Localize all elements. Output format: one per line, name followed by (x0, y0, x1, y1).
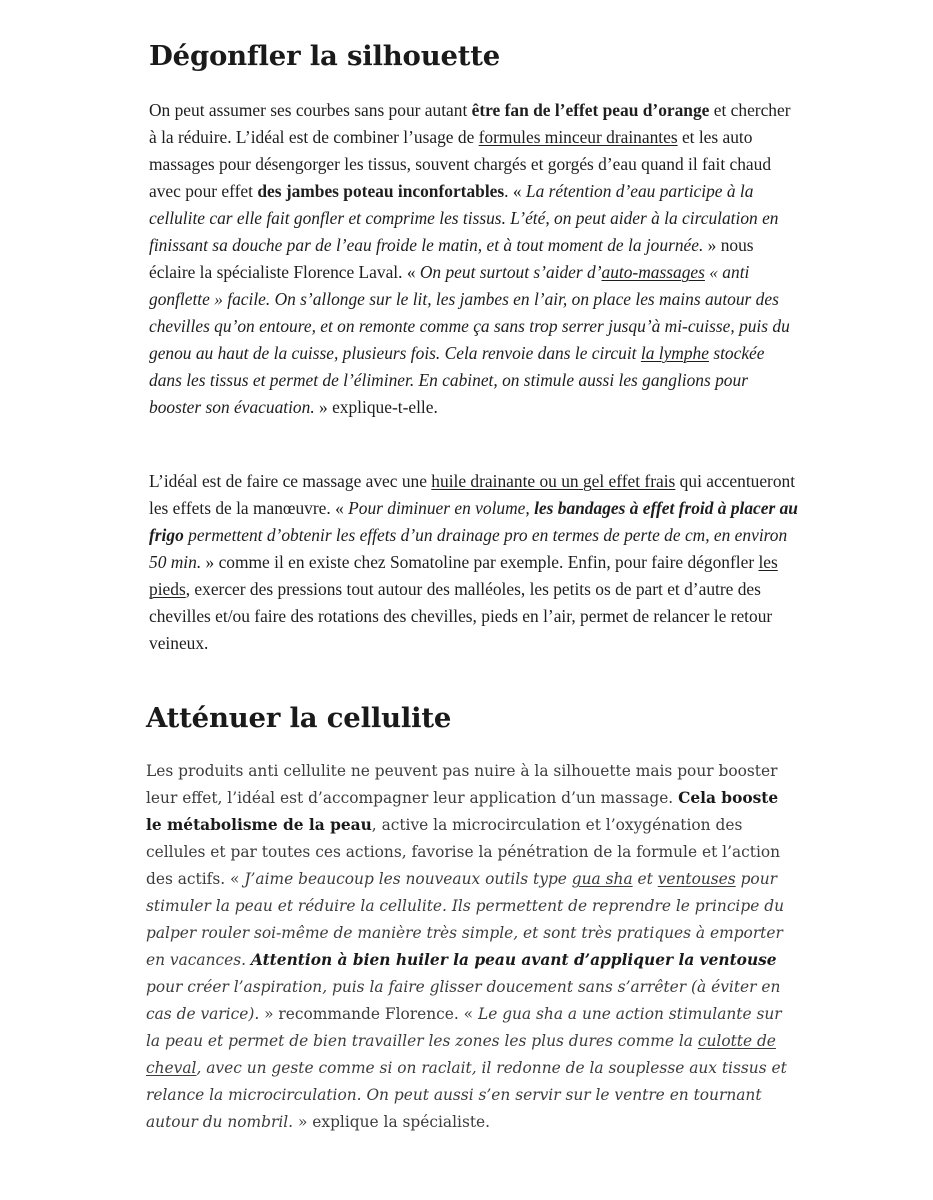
text-run: , active la microcirculation et l’oxygénation des cellules et par toutes ces actions, favorise la pénétration de la formule et l’action des actifs. « (146, 816, 781, 888)
section-heading-degonfler: Dégonfler la silhouette (149, 40, 501, 72)
text-run: On peut assumer ses courbes sans pour autant (149, 100, 472, 120)
quote-text: stockée dans les tissus et permet de l’éliminer. En cabinet, on stimule aussi les ganglions pour booster son évacuation. (149, 343, 765, 417)
text-run: et chercher à la réduire. L’idéal est de combiner l’usage de (149, 100, 791, 147)
bold-text: des jambes poteau inconfortables (257, 181, 505, 201)
quote-text: , avec un geste comme si on raclait, il redonne de la souplesse aux tissus et relance la microcirculation. On peut aussi s’en servir sur le ventre en tournant autour du nombril. (146, 1059, 787, 1131)
paragraph-attenuer-1 (146, 758, 798, 1136)
bold-italic-text: les bandages à effet froid à placer au frigo (149, 498, 798, 545)
text-run: . « (504, 181, 526, 201)
bold-text: Cela booste le métabolisme de la peau (146, 789, 779, 834)
paragraph-degonfler-2 (149, 468, 799, 657)
link-culotte-de-cheval[interactable]: culotte de cheval (146, 1032, 776, 1077)
text-run: L’idéal est de faire ce massage avec une (149, 471, 432, 491)
text-run: et les auto massages pour désengorger les tissus, souvent chargés et gorgés d’eau quand il fait chaud avec pour effet (149, 127, 772, 201)
quote-text: Pour diminuer en volume, (348, 498, 535, 518)
section-heading-attenuer: Atténuer la cellulite (146, 702, 452, 734)
text-run: » comme il en existe chez Somatoline par exemple. Enfin, pour faire dégonfler (201, 552, 759, 572)
link-formules-minceur-drainantes[interactable]: formules minceur drainantes (478, 127, 678, 147)
quote-text: Le gua sha a une action stimulante sur la peau et permet de bien travailler les zones les plus dures comme la (146, 1005, 782, 1050)
quote-text: pour créer l’aspiration, puis la faire glisser doucement sans s’arrêter (à éviter en cas de varice). (146, 978, 781, 1023)
quote-text: J’aime beaucoup les nouveaux outils type (244, 870, 572, 888)
text-run: qui accentueront les effets de la manœuvre. « (149, 471, 796, 518)
text-run: » explique-t-elle. (314, 397, 438, 417)
quote-text: « anti gonflette » facile. On s’allonge sur le lit, les jambes en l’air, on place les mains autour des chevilles qu’on entoure, et on remonte comme ça sans trop serrer jusqu’à mi-cuisse, puis du genou au haut de la cuisse, plusieurs fois. Cela renvoie dans le circuit (149, 262, 790, 363)
link-ventouses[interactable]: ventouses (657, 870, 736, 888)
bold-italic-text: Attention à bien huiler la peau avant d’appliquer la ventouse (250, 951, 777, 969)
quote-text: On peut surtout s’aider d’ (419, 262, 602, 282)
text-run: » explique la spécialiste. (293, 1113, 491, 1131)
paragraph-degonfler-1 (149, 97, 799, 421)
quote-text: pour stimuler la peau et réduire la cellulite. Ils permettent de reprendre le principe du palper rouler soi-même de manière très simple, et sont très pratiques à emporter en vacances. (146, 870, 784, 969)
text-run: » nous éclaire la spécialiste Florence Laval. « (149, 235, 754, 282)
text-run: Les produits anti cellulite ne peuvent pas nuire à la silhouette mais pour booster leur effet, l’idéal est d’accompagner leur application d’un massage. (146, 762, 778, 807)
link-gua-sha[interactable]: gua sha (571, 870, 633, 888)
quote-text: permettent d’obtenir les effets d’un drainage pro en termes de perte de cm, en environ 50 min. (149, 525, 788, 572)
link-les-pieds[interactable]: les pieds (149, 552, 778, 599)
text-run: » recommande Florence. « (259, 1005, 478, 1023)
quote-text: La rétention d’eau participe à la cellulite car elle fait gonfler et comprime les tissus. L’été, on peut aider à la circulation en finissant sa douche par de l’eau froide le matin, et à tout moment de la journée. (149, 181, 779, 255)
bold-text: être fan de l’effet peau d’orange (471, 100, 710, 120)
quote-text: et (632, 870, 658, 888)
link-huile-drainante[interactable]: huile drainante ou un gel effet frais (431, 471, 676, 491)
link-la-lymphe[interactable]: la lymphe (640, 343, 709, 363)
link-auto-massages[interactable]: auto-massages (601, 262, 705, 282)
text-run: , exercer des pressions tout autour des malléoles, les petits os de part et d’autre des chevilles et/ou faire des rotations des chevilles, pieds en l’air, permet de relancer le retour veineux. (149, 579, 773, 653)
